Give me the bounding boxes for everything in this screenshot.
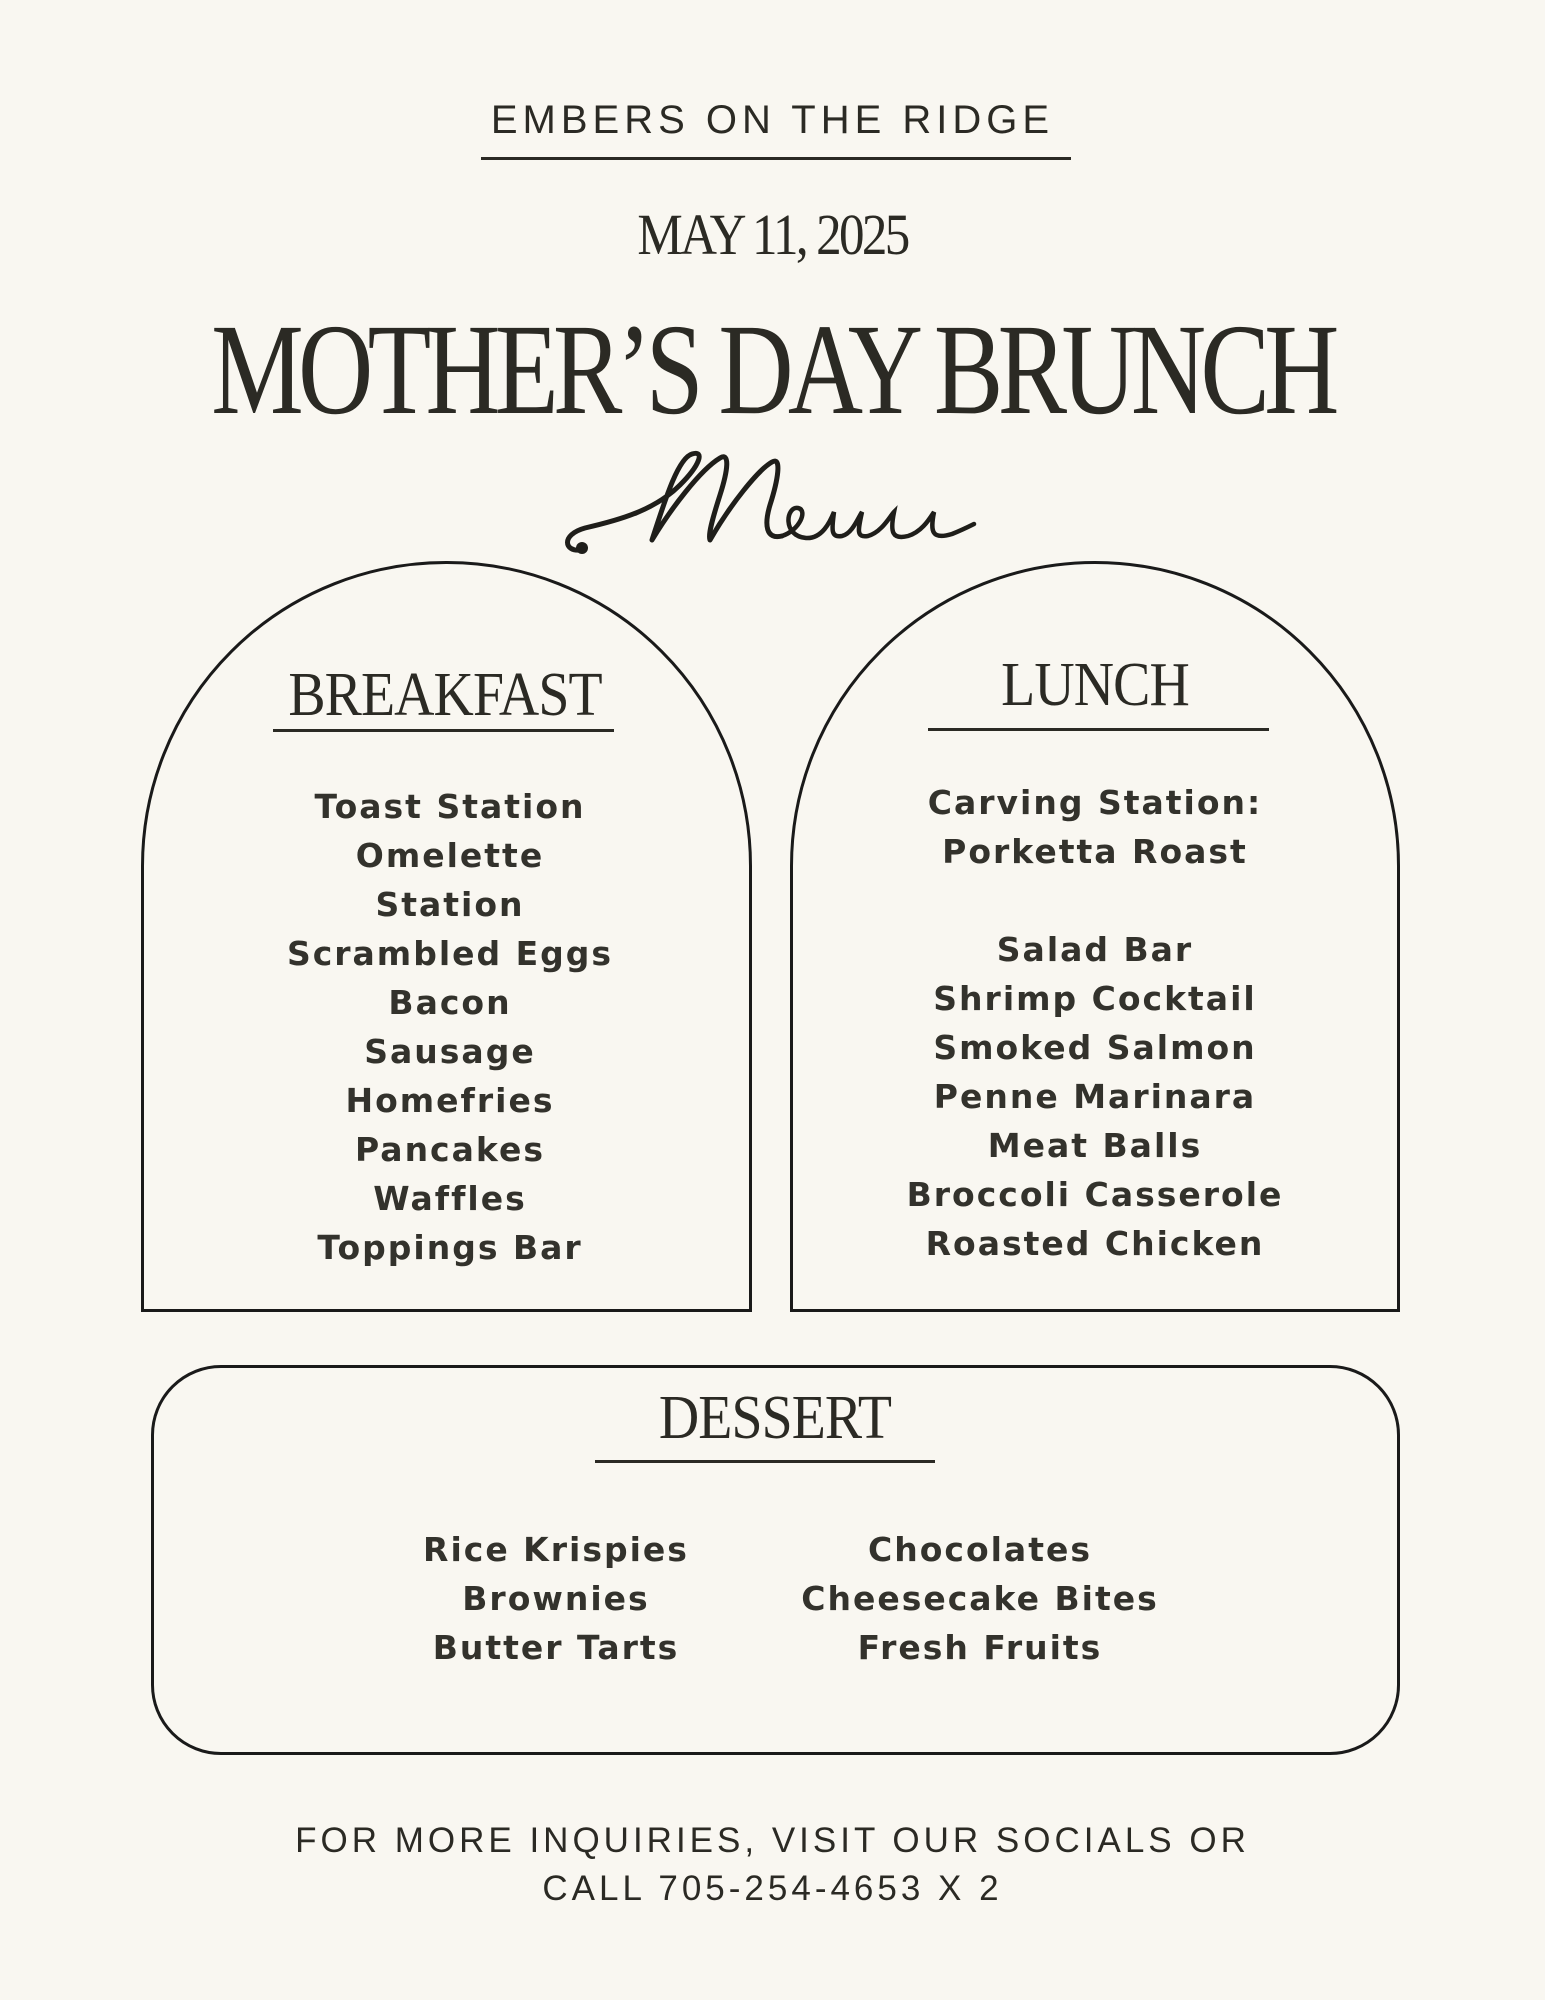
list-item: Butter Tarts — [432, 1628, 680, 1667]
list-item: Fresh Fruits — [857, 1628, 1103, 1667]
dessert-column-1 — [356, 1525, 756, 1672]
list-item: Scrambled Eggs — [286, 934, 614, 973]
list-item: Roasted Chicken — [925, 1224, 1265, 1263]
list-item: Smoked Salmon — [933, 1028, 1257, 1067]
list-item: Chocolates — [868, 1530, 1092, 1569]
lunch-heading: LUNCH — [1001, 651, 1189, 719]
footer-line-2: CALL 705-254-4653 X 2 — [542, 1869, 1003, 1908]
list-item: Shrimp Cocktail — [933, 979, 1257, 1018]
menu-script-lettering — [560, 440, 980, 570]
list-item: Bacon — [388, 983, 512, 1022]
dessert-heading-rule — [595, 1460, 935, 1463]
list-item: Penne Marinara — [933, 1077, 1257, 1116]
page-title: MOTHER’S DAY BRUNCH — [211, 298, 1334, 442]
breakfast-heading-rule — [273, 729, 614, 732]
list-item — [840, 876, 1350, 925]
header-divider — [481, 157, 1071, 160]
footer-line-1: FOR MORE INQUIRIES, VISIT OUR SOCIALS OR — [295, 1821, 1250, 1860]
lunch-heading-rule — [928, 728, 1269, 731]
restaurant-name: EMBERS ON THE RIDGE — [490, 98, 1055, 142]
dessert-column-2 — [780, 1525, 1180, 1672]
list-item: Meat Balls — [987, 1126, 1203, 1165]
list-item: Toppings Bar — [317, 1228, 583, 1267]
breakfast-list — [200, 782, 700, 1272]
event-date: MAY 11, 2025 — [637, 202, 908, 267]
list-item: Sausage — [364, 1032, 536, 1071]
list-item: Porketta Roast — [942, 832, 1248, 871]
list-item: Rice Krispies — [423, 1530, 689, 1569]
list-item: Salad Bar — [996, 930, 1194, 969]
list-item: Brownies — [462, 1579, 650, 1618]
list-item: Waffles — [373, 1179, 527, 1218]
footer-contact — [0, 1817, 1545, 1913]
list-item: Carving Station: — [927, 783, 1263, 822]
list-item: Cheesecake Bites — [801, 1579, 1159, 1618]
lunch-list — [840, 778, 1350, 1268]
list-item: Toast Station — [314, 787, 586, 826]
list-item: Pancakes — [355, 1130, 545, 1169]
list-item: Station — [375, 885, 525, 924]
list-item: Broccoli Casserole — [906, 1175, 1284, 1214]
list-item: Omelette — [355, 836, 545, 875]
list-item: Homefries — [345, 1081, 555, 1120]
breakfast-heading: BREAKFAST — [288, 661, 602, 729]
dessert-heading: DESSERT — [658, 1384, 892, 1452]
